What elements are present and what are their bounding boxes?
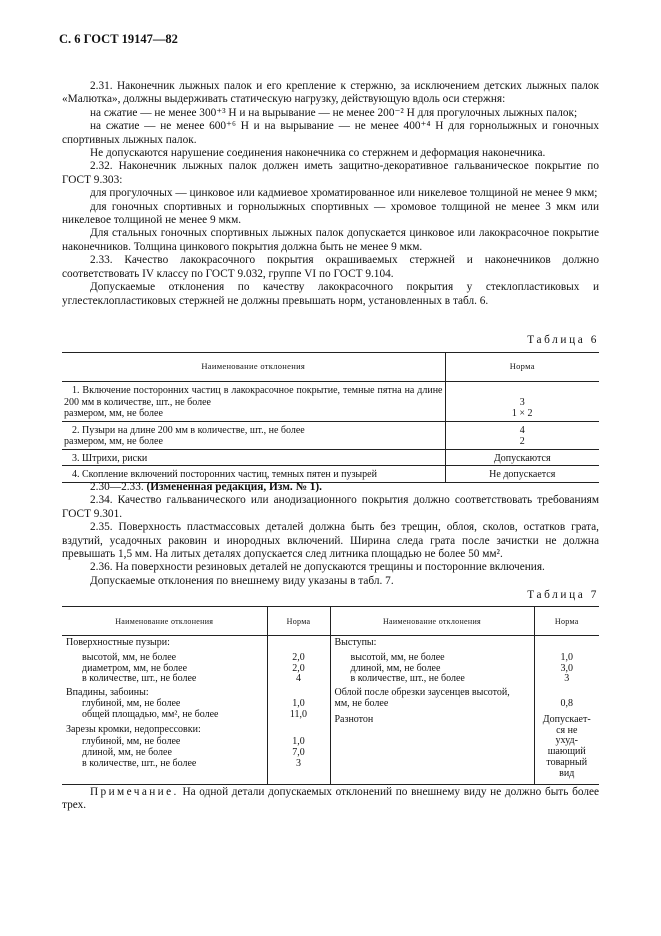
t6-r2-l2: размером, мм, не более <box>64 436 163 447</box>
t7-l-g1b-norm: 2,0 <box>292 662 305 674</box>
p-2-31-note: Не допускаются нарушение соединения наконечника со стержнем и деформация наконечника. <box>90 147 546 160</box>
table-6-caption: Таблица 6 <box>527 334 599 346</box>
page-header: С. 6 ГОСТ 19147—82 <box>59 32 178 46</box>
t6-r1-l2: размером, мм, не более <box>64 408 163 419</box>
t7-r-g2b: мм, не более <box>334 697 389 709</box>
t6-r2-l1: 2. Пузыри на длине 200 мм в количестве, шт., не более <box>72 424 305 436</box>
table-row <box>62 421 599 449</box>
t7-l-g2a: глубиной, мм, не более <box>82 697 181 709</box>
edit-note-bold: (Измененная редакция, Изм. № 1). <box>146 481 322 493</box>
t6-header-norm: Норма <box>445 353 599 382</box>
t7-l-g1a: высотой, мм, не более <box>82 651 177 663</box>
table-row <box>62 382 599 422</box>
t6-r1-n1: 3 <box>519 396 525 408</box>
p-2-36b: Допускаемые отклонения по внешнему виду указаны в табл. 7. <box>90 574 394 587</box>
table-row <box>62 466 599 483</box>
t7-l-g3c: в количестве, шт., не более <box>82 757 197 769</box>
t7-header-norm-right: Норма <box>534 607 599 636</box>
t7-l-g1: Поверхностные пузыри: <box>66 637 170 648</box>
t7-r-g1a: высотой, мм, не более <box>350 651 445 663</box>
t7-r-g3-norm-4: товарный <box>546 756 588 768</box>
table-7 <box>62 606 599 785</box>
section-2-34 <box>62 481 599 588</box>
p-2-33: 2.33. Качество лакокрасочного покрытия окрашиваемых стержней и наконечников должно соответствовать IV классу по ГОСТ 9.032, группе VI по ГОСТ 9.104. <box>62 254 599 280</box>
t7-r-g3: Разнотон <box>334 713 374 725</box>
t7-l-g1a-norm: 2,0 <box>292 651 305 663</box>
t7-r-g1b: длиной, мм, не более <box>350 662 441 674</box>
t7-l-g3b: длиной, мм, не более <box>82 747 172 759</box>
t7-header-norm-left: Норма <box>267 607 330 636</box>
t7-l-g3b-norm: 7,0 <box>292 747 305 759</box>
p-2-31-ski: на сжатие — не менее 600⁺⁶ Н и на вырывание — не менее 400⁺⁴ Н для горнолыжных и гоночных спортивных лыжных палок. <box>62 120 599 146</box>
p-2-34: 2.34. Качество гальванического или анодизационного покрытия должно соответствовать требованиям ГОСТ 9.301. <box>62 494 599 520</box>
t6-r1-n2: 1 × 2 <box>511 408 533 419</box>
t7-r-g2: Облой после обрезки заусенцев высотой, <box>334 687 510 699</box>
t7-l-g2a-norm: 1,0 <box>292 697 305 709</box>
p-2-31-intro: 2.31. Наконечник лыжных палок и его крепление к стержню, за исключением детских лыжных палок «Малютка», должны выдерживать статическую нагрузку, действующую вдоль оси стержня: <box>62 80 599 106</box>
p-2-32-steel: Для стальных гоночных спортивных лыжных палок допускается цинковое или лакокрасочное покрытие наконечников. Толщина цинкового покрытия должна быть не менее 9 мкм. <box>62 227 599 253</box>
t7-l-g1c-norm: 4 <box>296 673 301 685</box>
t7-r-g3-norm-3: шающий <box>547 746 586 758</box>
t7-l-g3c-norm: 3 <box>296 757 301 769</box>
t7-l-g2: Впадины, забоины: <box>66 687 149 699</box>
t7-l-g3a-norm: 1,0 <box>292 736 305 748</box>
t6-r4-n1: Не допускается <box>489 469 556 480</box>
t7-l-g2b-norm: 11,0 <box>289 708 308 720</box>
t6-header-name: Наименование отклонения <box>62 353 445 382</box>
edit-note-range: 2.30—2.33. <box>90 481 144 493</box>
p-2-32-intro: 2.32. Наконечник лыжных палок должен иметь защитно-декоративное гальваническое покрытие по ГОСТ 9.303: <box>62 160 599 186</box>
t7-r-g1c: в количестве, шт., не более <box>350 673 465 685</box>
t7-r-g1b-norm: 3,0 <box>560 662 573 674</box>
p-2-33-dev: Допускаемые отклонения по качеству лакокрасочного покрытия у стеклопластиковых и углестеклопластиковых стержней не должны превышать норм, установленных в табл. 6. <box>62 281 599 307</box>
note-block <box>62 786 599 813</box>
t6-r1-l1: 1. Включение посторонних частиц в лакокрасочное покрытие, темные пятна на длине 200 мм в количестве, шт., не более <box>64 385 443 408</box>
t7-r-g3-norm-5: вид <box>559 767 575 779</box>
t7-r-g3-norm-2: ухуд- <box>555 735 578 747</box>
t7-l-g1c: в количестве, шт., не более <box>82 673 197 685</box>
table-row <box>62 449 599 466</box>
table-7-caption: Таблица 7 <box>527 589 599 601</box>
t6-r3-n1: Допускаются <box>493 452 551 464</box>
edit-note <box>62 481 599 494</box>
section-2-31 <box>62 80 599 308</box>
t6-r2-n1: 4 <box>519 424 525 436</box>
note <box>62 786 599 813</box>
t7-l-g3: Зарезы кромки, недопрессовки: <box>66 723 201 735</box>
p-2-35: 2.35. Поверхность пластмассовых деталей должна быть без трещин, облоя, сколов, остатков грата, вздутий, усадочных раковин и инородных включений. Ширина следа грата после зачистки не должна превышать 1,5 мм. На литых деталях допускается след литника площадью не более 50 мм². <box>62 521 599 561</box>
p-2-32-walk: для прогулочных — цинковое или кадмиевое хроматированное или никелевое толщиной не менее 9 мкм; <box>90 187 598 200</box>
note-text: На одной детали допускаемых отклонений по внешнему виду не должно быть более трех. <box>62 786 599 812</box>
t6-r2-n2: 2 <box>519 436 525 447</box>
t6-r3-l1: 3. Штрихи, риски <box>72 452 148 464</box>
table-6 <box>62 352 599 483</box>
t7-header-name-left: Наименование отклонения <box>62 607 267 636</box>
t7-r-g1c-norm: 3 <box>564 673 570 685</box>
t7-r-g3-norm-0: Допускает- <box>542 713 591 725</box>
p-2-32-race: для гоночных спортивных и горнолыжных спортивных — хромовое толщиной не менее 3 мкм или никелевое толщиной не менее 9 мкм. <box>62 200 599 227</box>
t7-l-g3a: глубиной, мм, не более <box>82 736 181 748</box>
t6-r4-l1: 4. Скопление включений посторонних частиц, темных пятен и пузырей <box>72 469 377 480</box>
t7-r-g1a-norm: 1,0 <box>560 651 573 663</box>
note-label: Примечание. <box>90 786 179 798</box>
t7-r-g1: Выступы: <box>334 637 377 648</box>
t7-r-g3-norm-1: ся не <box>556 724 578 736</box>
p-2-31-walk: на сжатие — не менее 300⁺³ Н и на вырывание — не менее 200⁻² Н для прогулочных лыжных палок; <box>90 106 578 119</box>
t7-r-g2-norm: 0,8 <box>560 697 573 709</box>
t7-header-name-right: Наименование отклонения <box>330 607 534 636</box>
t7-l-g2b: общей площадью, мм², не более <box>82 708 219 720</box>
t7-l-g1b: диаметром, мм, не более <box>82 662 188 674</box>
table-row <box>62 636 599 785</box>
p-2-36: 2.36. На поверхности резиновых деталей не допускаются трещины и посторонние включения. <box>90 561 545 574</box>
